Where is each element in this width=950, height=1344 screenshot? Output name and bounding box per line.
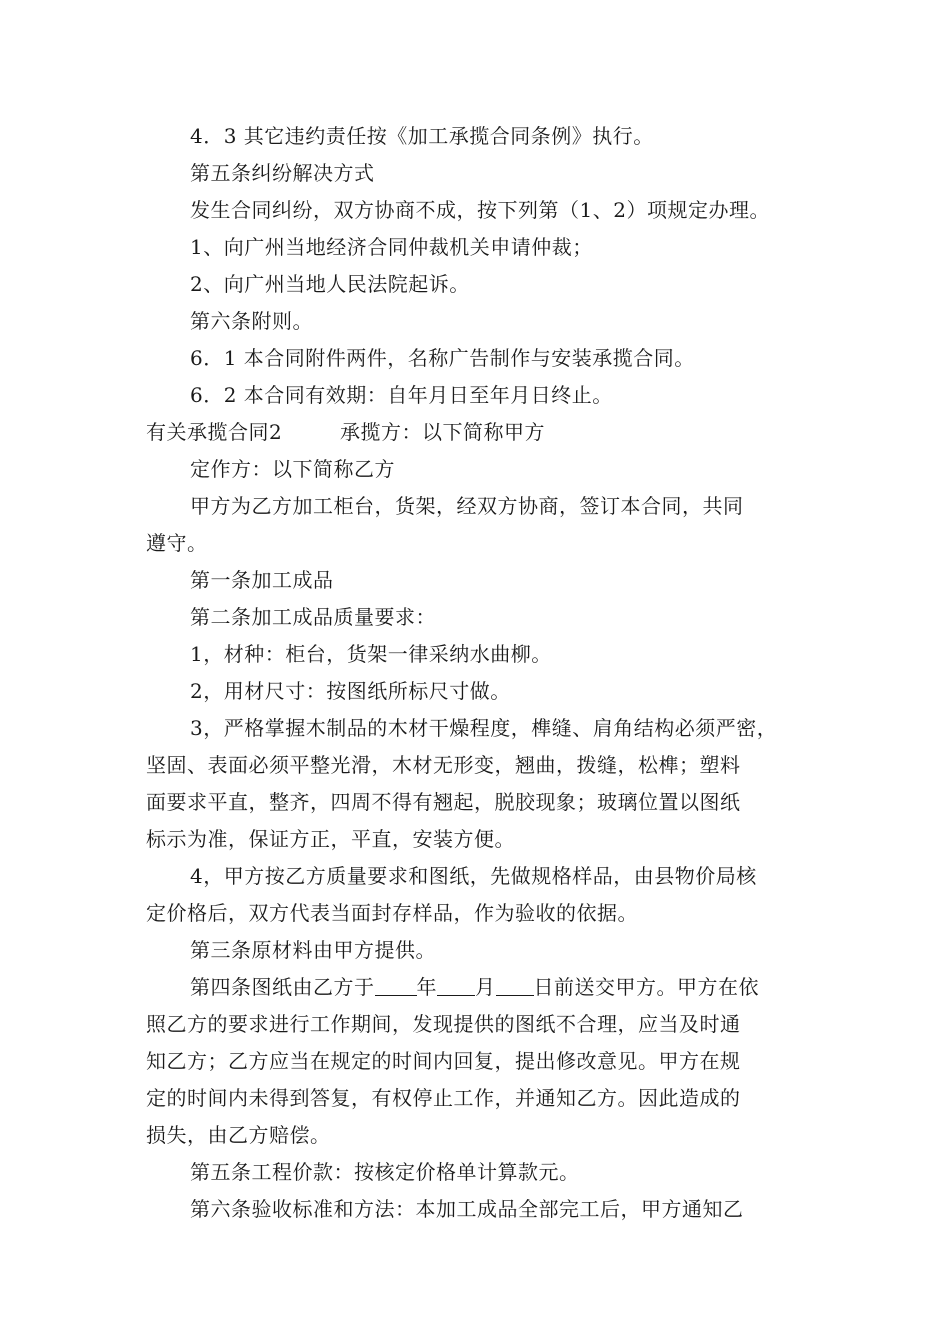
quality-item-3-line-4: 标示为准，保证方正，平直，安装方便。 xyxy=(146,827,515,851)
article-4-tail: 日前送交甲方。甲方在依 xyxy=(533,975,759,999)
party-a-line: 承揽方：以下简称甲方 xyxy=(340,420,545,444)
day-blank xyxy=(496,975,534,996)
month-label: 月 xyxy=(475,975,496,999)
article-4-line-5: 损失，由乙方赔偿。 xyxy=(146,1123,331,1147)
heading-article-2: 第二条加工成品质量要求： xyxy=(190,605,436,629)
quality-item-1: 1，材种：柜台，货架一律采纳水曲柳。 xyxy=(190,642,552,666)
year-label: 年 xyxy=(416,975,437,999)
clause-4-3: 4．3 其它违约责任按《加工承揽合同条例》执行。 xyxy=(190,124,654,148)
dispute-option-1: 1、向广州当地经济合同仲裁机关申请仲裁； xyxy=(190,235,593,259)
quality-item-4-line-1: 4，甲方按乙方质量要求和图纸，先做规格样品，由县物价局核 xyxy=(190,864,757,888)
heading-article-6-acceptance: 第六条验收标准和方法：本加工成品全部完工后，甲方通知乙 xyxy=(190,1197,744,1221)
article-4-line-1 xyxy=(190,975,759,999)
intro-paragraph-line-1: 甲方为乙方加工柜台，货架，经双方协商，签订本合同，共同 xyxy=(190,494,744,518)
contract-2-title: 有关承揽合同2 xyxy=(146,420,283,444)
article-4-line-3: 知乙方；乙方应当在规定的时间内回复，提出修改意见。甲方在规 xyxy=(146,1049,741,1073)
month-blank xyxy=(437,975,475,996)
quality-item-3-line-2: 坚固、表面必须平整光滑，木材无形变，翘曲，拨缝，松榫；塑料 xyxy=(146,753,741,777)
heading-article-6: 第六条附则。 xyxy=(190,309,313,333)
quality-item-3-line-1: 3，严格掌握木制品的木材干燥程度，榫缝、肩角结构必须严密， xyxy=(190,716,778,740)
heading-article-5: 第五条纠纷解决方式 xyxy=(190,161,375,185)
dispute-option-2: 2、向广州当地人民法院起诉。 xyxy=(190,272,470,296)
heading-article-5-price: 第五条工程价款：按核定价格单计算款元。 xyxy=(190,1160,580,1184)
party-b-line: 定作方：以下简称乙方 xyxy=(190,457,395,481)
article-4-lead: 第四条图纸由乙方于 xyxy=(190,975,375,999)
intro-paragraph-line-2: 遵守。 xyxy=(146,531,208,555)
quality-item-2: 2，用材尺寸：按图纸所标尺寸做。 xyxy=(190,679,511,703)
quality-item-3-line-3: 面要求平直，整齐，四周不得有翘起，脱胶现象；玻璃位置以图纸 xyxy=(146,790,741,814)
quality-item-4-line-2: 定价格后，双方代表当面封存样品，作为验收的依据。 xyxy=(146,901,638,925)
heading-article-3: 第三条原材料由甲方提供。 xyxy=(190,938,436,962)
article-4-line-4: 定的时间内未得到答复，有权停止工作，并通知乙方。因此造成的 xyxy=(146,1086,741,1110)
year-blank xyxy=(375,975,417,996)
heading-article-1: 第一条加工成品 xyxy=(190,568,334,592)
clause-6-1: 6．1 本合同附件两件，名称广告制作与安装承揽合同。 xyxy=(190,346,695,370)
clause-6-2: 6．2 本合同有效期：自年月日至年月日终止。 xyxy=(190,383,613,407)
article-4-line-2: 照乙方的要求进行工作期间，发现提供的图纸不合理，应当及时通 xyxy=(146,1012,741,1036)
dispute-paragraph: 发生合同纠纷，双方协商不成，按下列第（1、2）项规定办理。 xyxy=(190,198,770,222)
